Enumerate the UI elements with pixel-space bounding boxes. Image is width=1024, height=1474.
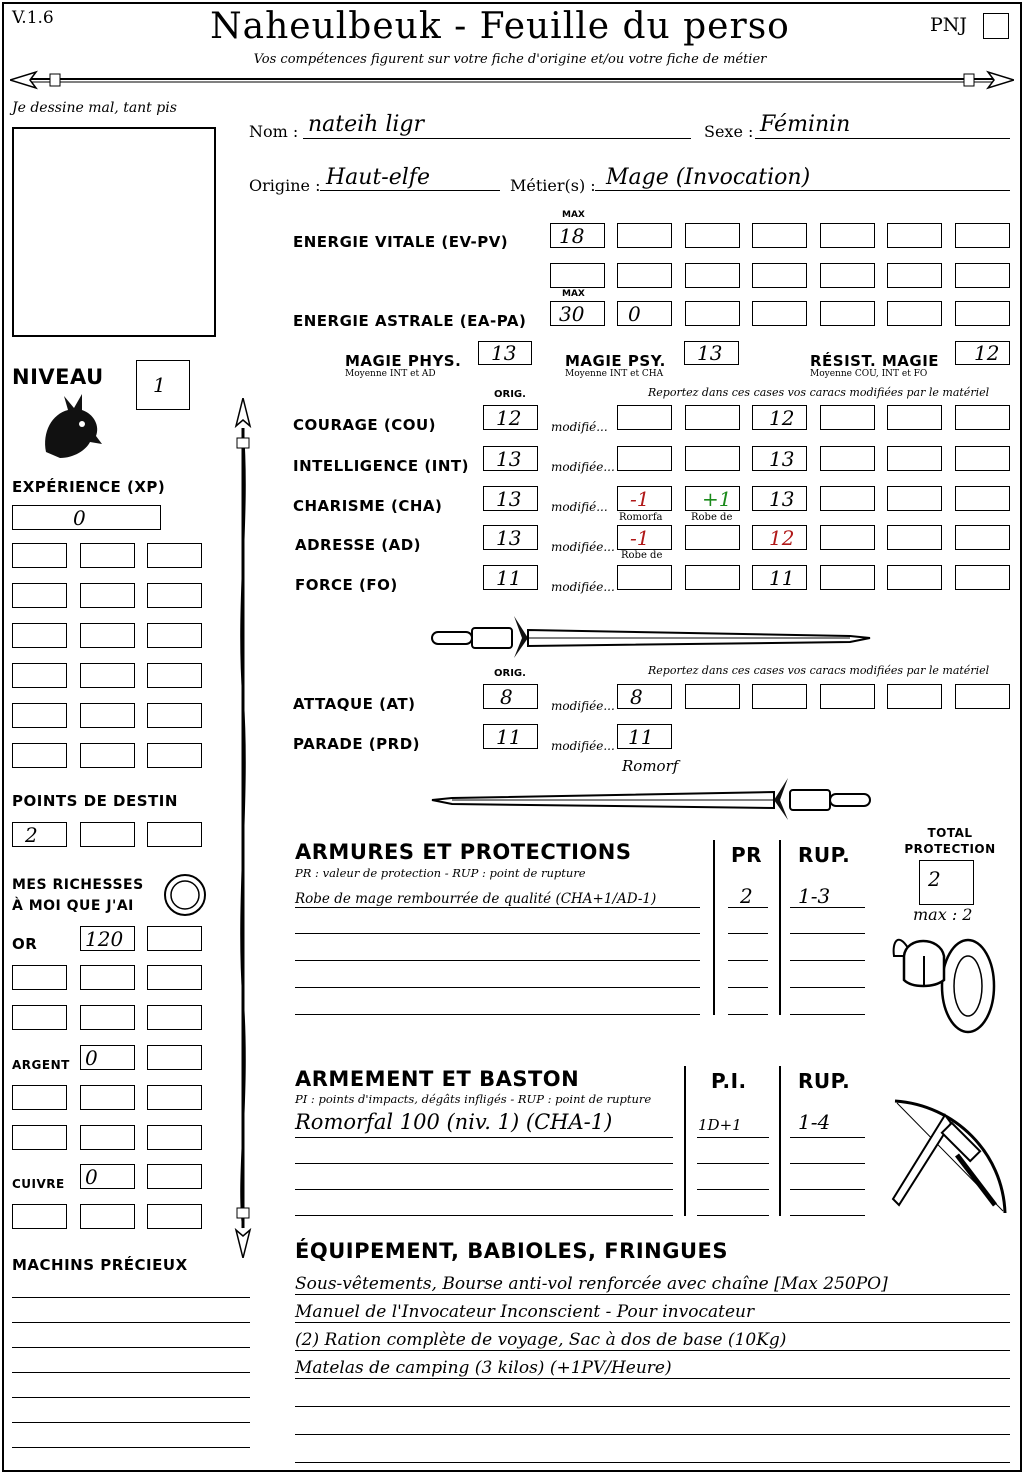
cha-final-value: 13 [769,487,795,511]
armement-divider [779,1066,781,1216]
fo-mod-box[interactable] [685,565,740,590]
portrait-box[interactable] [12,127,216,337]
nom-value[interactable]: nateih ligr [308,112,425,137]
ea-max-label: MAX [562,289,585,299]
magie-phys-label: MAGIE PHYS. [345,352,462,370]
ad-mod1-value: -1 [630,526,650,550]
argent-box[interactable] [80,1085,135,1110]
cou-mod-box[interactable] [617,405,672,430]
xp-box[interactable] [80,743,135,768]
metier-line [595,190,1010,191]
or-box[interactable] [147,926,202,951]
ev-box[interactable] [820,263,875,288]
sexe-value[interactable]: Féminin [760,112,851,137]
xp-box[interactable] [80,623,135,648]
pr-line[interactable] [728,987,768,988]
xp-box[interactable] [12,743,67,768]
int-mod-box[interactable] [820,446,875,471]
cha-final-box[interactable] [752,486,807,511]
nom-label: Nom : [249,122,299,141]
or-box[interactable] [80,1005,135,1030]
xp-box[interactable] [80,663,135,688]
argent-value: 0 [85,1046,98,1070]
int-final-value: 13 [769,447,795,471]
coin-icon [162,872,208,918]
equipement-line[interactable] [295,1294,1010,1295]
ad-mod-box[interactable] [955,525,1010,550]
cha-mod-box[interactable] [685,486,740,511]
xp-box[interactable] [80,543,135,568]
armure-line[interactable] [295,907,700,908]
int-orig-box[interactable] [483,446,538,471]
ev-box[interactable] [685,263,740,288]
machins-precieux-label: MACHINS PRÉCIEUX [12,1256,188,1274]
ea-box[interactable] [617,301,672,326]
ev-box[interactable] [685,223,740,248]
or-box[interactable] [12,1005,67,1030]
prd-label: PARADE (PRD) [293,735,421,753]
rup-line[interactable] [790,1014,865,1015]
or-box[interactable] [80,965,135,990]
cha-mod-box[interactable] [955,486,1010,511]
xp-box[interactable] [147,543,202,568]
ea-max-value: 30 [559,302,585,326]
prd-orig-box[interactable] [483,724,538,749]
int-orig-value: 13 [496,447,522,471]
armure-item[interactable]: Robe de mage rembourrée de qualité (CHA+1/AD-1) [295,891,657,907]
magie-psy-value: 13 [697,341,723,365]
armure-pr-value: 2 [740,884,753,908]
combat-report-note: Reportez dans ces cases vos caracs modifiées par le matériel [648,664,990,677]
armure-rup-value: 1-3 [798,884,831,908]
ad-orig-value: 13 [496,526,522,550]
ad-mod-box[interactable] [685,525,740,550]
armement-title: ARMEMENT ET BASTON [295,1067,580,1091]
armure-line[interactable] [295,933,700,934]
cha-mod2-value: +1 [702,487,732,511]
or-box[interactable] [147,965,202,990]
ev-box[interactable] [955,223,1010,248]
ev-box[interactable] [752,223,807,248]
metier-value[interactable]: Mage (Invocation) [606,165,811,190]
armement-divider [684,1066,686,1216]
sword-icon [430,612,872,662]
fo-final-box[interactable] [752,565,807,590]
ad-final-box[interactable] [752,525,807,550]
spear-divider-icon [10,66,1014,92]
cuivre-box[interactable] [80,1204,135,1229]
ad-final-value: 12 [769,526,795,550]
cuivre-value: 0 [85,1165,98,1189]
int-mod-box[interactable] [685,446,740,471]
equipement-title: ÉQUIPEMENT, BABIOLES, FRINGUES [295,1239,728,1263]
cou-orig-value: 12 [496,406,522,430]
argent-box[interactable] [80,1045,135,1070]
pr-line[interactable] [728,1014,768,1015]
at-mod-box[interactable] [955,684,1010,709]
cha-mod-box[interactable] [820,486,875,511]
xp-value: 0 [73,506,86,530]
fo-final-value: 11 [769,566,795,590]
or-box[interactable] [80,926,135,951]
magie-phys-box[interactable] [478,341,532,365]
ev-box[interactable] [617,223,672,248]
ev-max-value: 18 [559,224,585,248]
xp-box[interactable] [12,505,161,530]
xp-box[interactable] [147,743,202,768]
magie-psy-note: Moyenne INT et CHA [565,369,664,379]
cuivre-label: CUIVRE [12,1177,65,1191]
xp-box[interactable] [147,583,202,608]
arme-rup-line[interactable] [790,1189,865,1190]
argent-label: ARGENT [12,1058,70,1072]
prd-orig-value: 11 [496,725,522,749]
pr-line[interactable] [728,933,768,934]
xp-box[interactable] [12,583,67,608]
pnj-label: PNJ [930,14,968,36]
cou-label: COURAGE (COU) [293,416,437,434]
cuivre-box[interactable] [147,1204,202,1229]
origine-value[interactable]: Haut-elfe [326,165,430,190]
xp-box[interactable] [12,543,67,568]
pr-line[interactable] [728,960,768,961]
sheet-subtitle: Vos compétences figurent sur votre fiche d'origine et/ou votre fiche de métier [253,52,767,67]
equipement-item[interactable]: Manuel de l'Invocateur Inconscient - Pour invocateur [295,1302,755,1322]
ea-box[interactable] [820,301,875,326]
richesses-label: MES RICHESSES [12,877,144,893]
xp-box[interactable] [12,623,67,648]
at-label: ATTAQUE (AT) [293,695,416,713]
cou-orig-box[interactable] [483,405,538,430]
total-protection-label: TOTAL [927,826,973,840]
precious-line[interactable] [12,1397,250,1398]
arme-rup-line[interactable] [790,1137,865,1138]
niveau-value: 1 [153,373,166,397]
destin-label: POINTS DE DESTIN [12,792,178,810]
ev-box[interactable] [820,223,875,248]
sword-icon [430,776,872,826]
ea-box[interactable] [685,301,740,326]
ev-max-label: MAX [562,210,585,220]
magie-phys-note: Moyenne INT et AD [345,369,436,379]
at-mod-box[interactable] [752,684,807,709]
ea-current-value: 0 [628,302,641,326]
richesses-label-2: À MOI QUE J'AI [12,898,134,914]
cha-orig-box[interactable] [483,486,538,511]
sexe-line [755,138,1010,139]
ad-mod-box[interactable] [617,525,672,550]
pi-line[interactable] [697,1215,769,1216]
ea-box[interactable] [887,301,942,326]
equipement-line[interactable] [295,1462,1010,1463]
total-protection-max: max : 2 [913,905,973,924]
fo-label: FORCE (FO) [295,576,398,594]
resist-magie-value: 12 [974,341,1000,365]
ad-mod-box[interactable] [887,525,942,550]
pnj-checkbox[interactable] [983,13,1009,39]
at-mod-box[interactable] [887,684,942,709]
precious-line[interactable] [12,1347,250,1348]
pi-label: P.I. [711,1069,747,1093]
equipement-item[interactable]: (2) Ration complète de voyage, Sac à dos de base (10Kg) [295,1330,787,1350]
ev-box[interactable] [752,263,807,288]
resist-magie-label: RÉSIST. MAGIE [810,352,940,370]
ad-mod-box[interactable] [820,525,875,550]
armures-divider [713,840,715,1015]
fo-mod-box[interactable] [887,565,942,590]
ev-box[interactable] [955,263,1010,288]
ad-label: ADRESSE (AD) [295,536,422,554]
cou-mod-box[interactable] [685,405,740,430]
equipement-item[interactable]: Sous-vêtements, Bourse anti-vol renforcée avec chaîne [Max 250PO] [295,1274,888,1294]
origine-line [320,190,500,191]
arme-rup-line[interactable] [790,1215,865,1216]
destin-value: 2 [25,823,38,847]
argent-box[interactable] [80,1125,135,1150]
xp-box[interactable] [80,583,135,608]
cou-final-value: 12 [769,406,795,430]
rup-line[interactable] [790,987,865,988]
crossed-weapons-icon [885,1095,1010,1220]
origine-label: Origine : [249,176,321,195]
fo-mod-box[interactable] [955,565,1010,590]
prd-mod1-value: 11 [628,725,654,749]
rup-line[interactable] [790,960,865,961]
ev-max-box[interactable] [550,223,605,248]
ea-box[interactable] [752,301,807,326]
cou-mod-box[interactable] [955,405,1010,430]
argent-box[interactable] [147,1045,202,1070]
cha-mod1-note: Romorfa [619,512,663,523]
total-protection-label-2: PROTECTION [904,842,996,856]
fo-mod-box[interactable] [820,565,875,590]
resist-magie-note: Moyenne COU, INT et FO [810,369,928,379]
total-protection-value: 2 [928,867,941,891]
fo-mod-box[interactable] [617,565,672,590]
pi-line[interactable] [697,1137,769,1138]
armement-rup-label: RUP. [798,1069,851,1093]
cha-orig-value: 13 [496,487,522,511]
int-final-box[interactable] [752,446,807,471]
cuivre-box[interactable] [12,1204,67,1229]
vertical-spear-icon [228,398,258,1258]
destin-box[interactable] [147,822,202,847]
arme-pi-value: 1D+1 [698,1116,742,1134]
xp-label: EXPÉRIENCE (XP) [12,478,166,496]
at-mod-box[interactable] [685,684,740,709]
at-orig-value: 8 [500,685,513,709]
cha-mod-box[interactable] [887,486,942,511]
int-mod-box[interactable] [955,446,1010,471]
cou-mod-box[interactable] [887,405,942,430]
equipement-item[interactable]: Matelas de camping (3 kilos) (+1PV/Heure) [295,1358,672,1378]
fo-orig-box[interactable] [483,565,538,590]
or-box[interactable] [12,965,67,990]
prd-mod-box[interactable] [617,724,672,749]
destin-box[interactable] [12,822,67,847]
precious-line[interactable] [12,1422,250,1423]
fo-orig-value: 11 [496,566,522,590]
xp-box[interactable] [12,703,67,728]
arme-line[interactable] [295,1189,673,1190]
carac-report-note: Reportez dans ces cases vos caracs modifiées par le matériel [648,386,990,399]
armure-line[interactable] [295,1014,700,1015]
niveau-label: NIVEAU [12,365,104,389]
at-orig-box[interactable] [483,684,538,709]
at-modif-label: modifiée... [551,699,615,713]
ad-orig-box[interactable] [483,525,538,550]
xp-box[interactable] [147,703,202,728]
cou-modif-label: modifié... [551,420,608,434]
dragon-icon [38,392,104,464]
armures-title: ARMURES ET PROTECTIONS [295,840,632,864]
cuivre-box[interactable] [147,1164,202,1189]
at-mod-box[interactable] [820,684,875,709]
ev-box[interactable] [887,263,942,288]
ev-box[interactable] [617,263,672,288]
prd-mod1-note: Romorf [622,757,679,775]
xp-box[interactable] [147,623,202,648]
arme-line[interactable] [295,1215,673,1216]
arme-item[interactable]: Romorfal 100 (niv. 1) (CHA-1) [295,1110,613,1134]
ea-box[interactable] [955,301,1010,326]
total-protection-box[interactable] [919,860,974,905]
sheet-title: Naheulbeuk - Feuille du perso [210,6,790,47]
argent-box[interactable] [147,1125,202,1150]
precious-line[interactable] [12,1447,250,1448]
int-modif-label: modifiée... [551,460,615,474]
int-mod-box[interactable] [617,446,672,471]
argent-box[interactable] [147,1085,202,1110]
or-box[interactable] [147,1005,202,1030]
nom-line [303,138,691,139]
cha-mod2-note: Robe de [691,512,733,523]
armure-line[interactable] [295,987,700,988]
pi-line[interactable] [697,1163,769,1164]
precious-line[interactable] [12,1322,250,1323]
cha-mod1-value: -1 [630,487,650,511]
arme-line[interactable] [295,1137,673,1138]
rup-line[interactable] [790,907,865,908]
magie-phys-value: 13 [491,341,517,365]
equipement-line[interactable] [295,1434,1010,1435]
portrait-caption: Je dessine mal, tant pis [12,100,177,116]
or-value: 120 [85,927,124,951]
equipement-line[interactable] [295,1378,1010,1379]
niveau-box[interactable] [136,360,190,410]
ad-mod1-note: Robe de [621,550,663,561]
cuivre-box[interactable] [80,1164,135,1189]
armure-line[interactable] [295,960,700,961]
ea-label: ENERGIE ASTRALE (EA-PA) [293,312,527,330]
precious-line[interactable] [12,1372,250,1373]
rup-label: RUP. [798,843,851,867]
at-mod1-value: 8 [630,685,643,709]
xp-box[interactable] [80,703,135,728]
helmet-shield-icon [888,928,998,1040]
ea-max-box[interactable] [550,301,605,326]
ev-box[interactable] [550,263,605,288]
arme-rup-value: 1-4 [798,1110,831,1134]
ad-modif-label: modifiée... [551,540,615,554]
prd-modif-label: modifiée... [551,739,615,753]
equipement-line[interactable] [295,1406,1010,1407]
arme-rup-line[interactable] [790,1163,865,1164]
armures-subtitle: PR : valeur de protection - RUP : point de rupture [295,866,586,880]
resist-magie-box[interactable] [955,341,1010,365]
pi-line[interactable] [697,1189,769,1190]
at-mod-box[interactable] [617,684,672,709]
int-label: INTELLIGENCE (INT) [293,457,469,475]
armures-divider [779,840,781,1015]
rup-line[interactable] [790,933,865,934]
magie-psy-box[interactable] [684,341,739,365]
carac-orig-label: ORIG. [494,389,526,400]
int-mod-box[interactable] [887,446,942,471]
cha-mod-box[interactable] [617,486,672,511]
metier-label: Métier(s) : [510,176,596,195]
pr-label: PR [731,843,763,867]
cou-mod-box[interactable] [820,405,875,430]
armement-subtitle: PI : points d'impacts, dégâts infligés - RUP : point de rupture [295,1092,652,1106]
destin-box[interactable] [80,822,135,847]
equipement-line[interactable] [295,1350,1010,1351]
ev-box[interactable] [887,223,942,248]
argent-box[interactable] [12,1085,67,1110]
xp-box[interactable] [147,663,202,688]
or-label: OR [12,935,38,953]
precious-line[interactable] [12,1297,250,1298]
ev-label: ENERGIE VITALE (EV-PV) [293,233,509,251]
pr-line[interactable] [728,907,768,908]
arme-line[interactable] [295,1163,673,1164]
sexe-label: Sexe : [704,122,754,141]
argent-box[interactable] [12,1125,67,1150]
fo-modif-label: modifiée... [551,580,615,594]
equipement-line[interactable] [295,1322,1010,1323]
xp-box[interactable] [12,663,67,688]
cha-label: CHARISME (CHA) [293,497,443,515]
magie-psy-label: MAGIE PSY. [565,352,666,370]
combat-orig-label: ORIG. [494,668,526,679]
cha-modif-label: modifié... [551,500,608,514]
cou-final-box[interactable] [752,405,807,430]
version-label: V.1.6 [12,8,54,28]
